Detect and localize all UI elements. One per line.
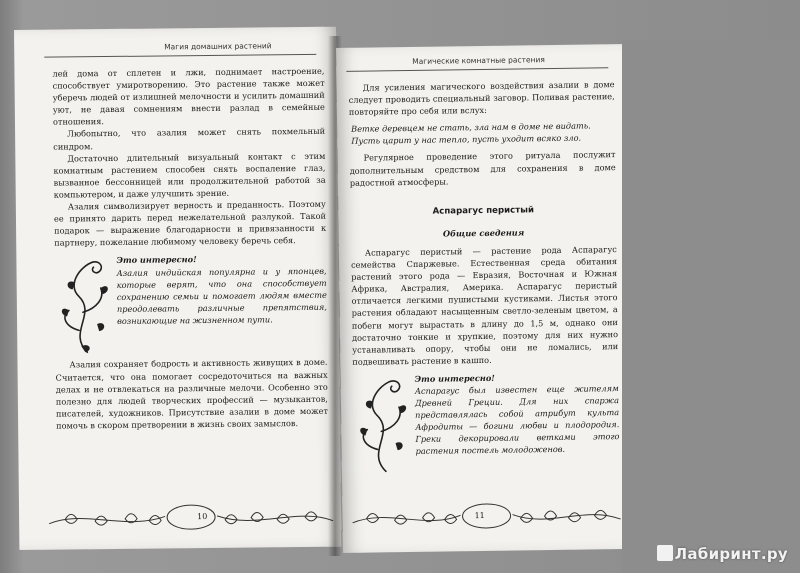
page-number: 11 (474, 510, 485, 521)
floral-flourish-icon (355, 371, 412, 476)
header-rule (346, 67, 608, 72)
interesting-fact-box (353, 370, 620, 464)
interesting-fact-box (54, 252, 327, 351)
note-text: Аспарагус был известен еще жителям Древней Греции. Для них спаржа представлялась собой атрибут культа Афродиты — богини любви и плодородия. Греки декорировали ветками этого растения постель молодоженов. (414, 383, 620, 457)
page-number: 10 (197, 512, 208, 522)
right-page (336, 44, 633, 553)
page-footer-ornament (348, 497, 624, 535)
leaf-border-icon (45, 499, 337, 536)
paragraph: Азалия сохраняет бодрость и активность живущих в доме. Считается, что она помогает сосредоточиться на важных делах и не отвлекаться на различные мелочи. Особенно это полезно для людей творческих профессий — музыкантов, писателей, художников. Присутствие азалии в доме может помочь в скором претворении в жизнь своих замыслов. (55, 357, 329, 431)
incantation-verse (349, 119, 615, 147)
header-rule (44, 54, 316, 58)
paragraph: Любопытно, что азалия может снять похмельный синдром. (53, 126, 326, 152)
note-heading: Это интересно! (414, 372, 495, 384)
page-footer-ornament (45, 499, 337, 536)
note-heading: Это интересно! (116, 254, 197, 266)
paragraph: Достаточно длительный визуальный контакт с этим комнатным растением способен снять воспаление глаз, вызванное бессонницей или продолжительной работой за компьютером, и даже улучшить зрение. (53, 150, 326, 200)
verse-line: Пусть царит у нас тепло, пусть уходит всяко зло. (351, 132, 582, 147)
watermark-text: Лабиринт.ру (674, 545, 788, 563)
leaf-border-icon (348, 497, 624, 535)
left-page (14, 27, 341, 550)
section-title: Аспарагус перистый (432, 205, 535, 217)
paragraph: Регулярное проведение этого ритуала послужит дополнительным средством для сохранения в доме радостной атмосферы. (349, 149, 616, 188)
scanner-background (622, 40, 800, 573)
subsection-title: Общие сведения (442, 227, 525, 239)
paragraph: Для усиления магического воздействия азалии в доме следует проводить специальный заговор. Поливая растение, повторяйте про себя или вслух: (348, 79, 615, 118)
paragraph: Азалия символизирует верность и преданность. Поэтому ее принято дарить перед нежелательной разлукой. Такой подарок — выражение благодарности и привязанности к партнеру, пожелание любимому человеку беречь себя. (53, 198, 327, 248)
paragraph: лей дома от сплетен и лжи, поднимает настроение, способствует умиротворению. Это растение также может уберечь людей от излишней мелочности и усилить домашний уют, не давая сомнениям внести разлад в семейные отношения. (52, 65, 325, 127)
right-page-body (348, 78, 619, 472)
watermark (657, 545, 788, 563)
labirint-logo-icon (657, 545, 673, 561)
running-head: Магические комнатные растения (412, 55, 545, 66)
paragraph: Аспарагус перистый — растение рода Аспарагус семейства Спаржевые. Естественная среда обитания растений этого рода — Евразия, Восточная и Южная Африка, Австралия, Америка. Аспарагус перистый отличается легкими пушистыми кустиками. Листья этого растения обладают насыщенным светло-зеленым цветом, а побеги могут вырастать в длину до 1,5 м, однако они достаточно тонкие и хрупкие, поэтому для них нужно устанавливать опору, чтобы они не ломались, или подвешивать растение в кашпо. (350, 244, 619, 367)
floral-flourish-icon (56, 252, 113, 357)
running-head: Магия домашних растений (164, 41, 272, 52)
left-page-body (52, 65, 328, 432)
note-text: Азалия индийская популярна и у японцев, которые верят, что она способствует сохранению семьи и помогает людям вместе преодолевать различные препятствия, возникающие на жизненном пути. (116, 265, 327, 326)
verse-line: Ветке деревцем не стать, зла нам в доме не видать. (351, 120, 591, 135)
